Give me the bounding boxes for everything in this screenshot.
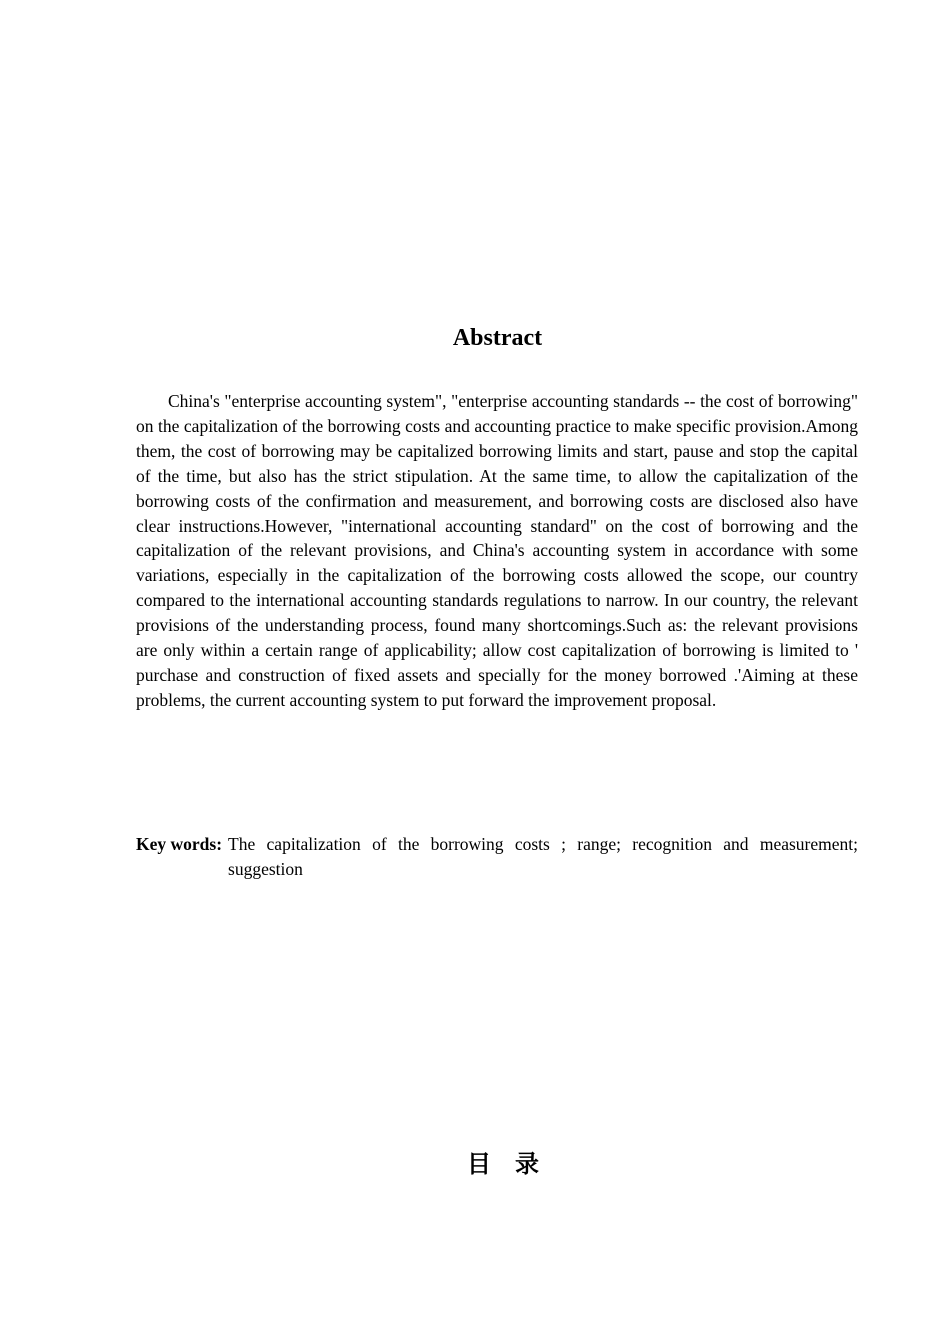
abstract-title: Abstract (452, 325, 543, 351)
keywords-label: Key words: (136, 834, 223, 854)
keywords-section (136, 832, 858, 882)
table-of-contents-title: 目录 (467, 1150, 563, 1178)
abstract-body: China's "enterprise accounting system", "enterprise accounting standards -- the cost of borrowing" on the capitalization of the borrowing costs and accounting practice to make specific provision.Among them, the cost of borrowing may be capitalized borrowing limits and start, pause and stop the capital of the time, but also has the strict stipulation. At the same time, to allow the capitalization of the borrowing costs of the confirmation and measurement, and borrowing costs are disclosed also have clear instructions.However, "international accounting standard" on the cost of borrowing and the capitalization of the relevant provisions, and China's accounting system in accordance with some variations, especially in the capitalization of the borrowing costs allowed the scope, our country compared to the international accounting standards regulations to narrow. In our country, the relevant provisions of the understanding process, found many shortcomings.Such as: the relevant provisions are only within a certain range of applicability; allow cost capitalization of borrowing is limited to ' purchase and construction of fixed assets and specially for the money borrowed .'Aiming at these problems, the current accounting system to put forward the improvement proposal. (136, 391, 858, 710)
keywords-text: The capitalization of the borrowing costs ; range; recognition and measurement; suggestion (228, 834, 858, 879)
